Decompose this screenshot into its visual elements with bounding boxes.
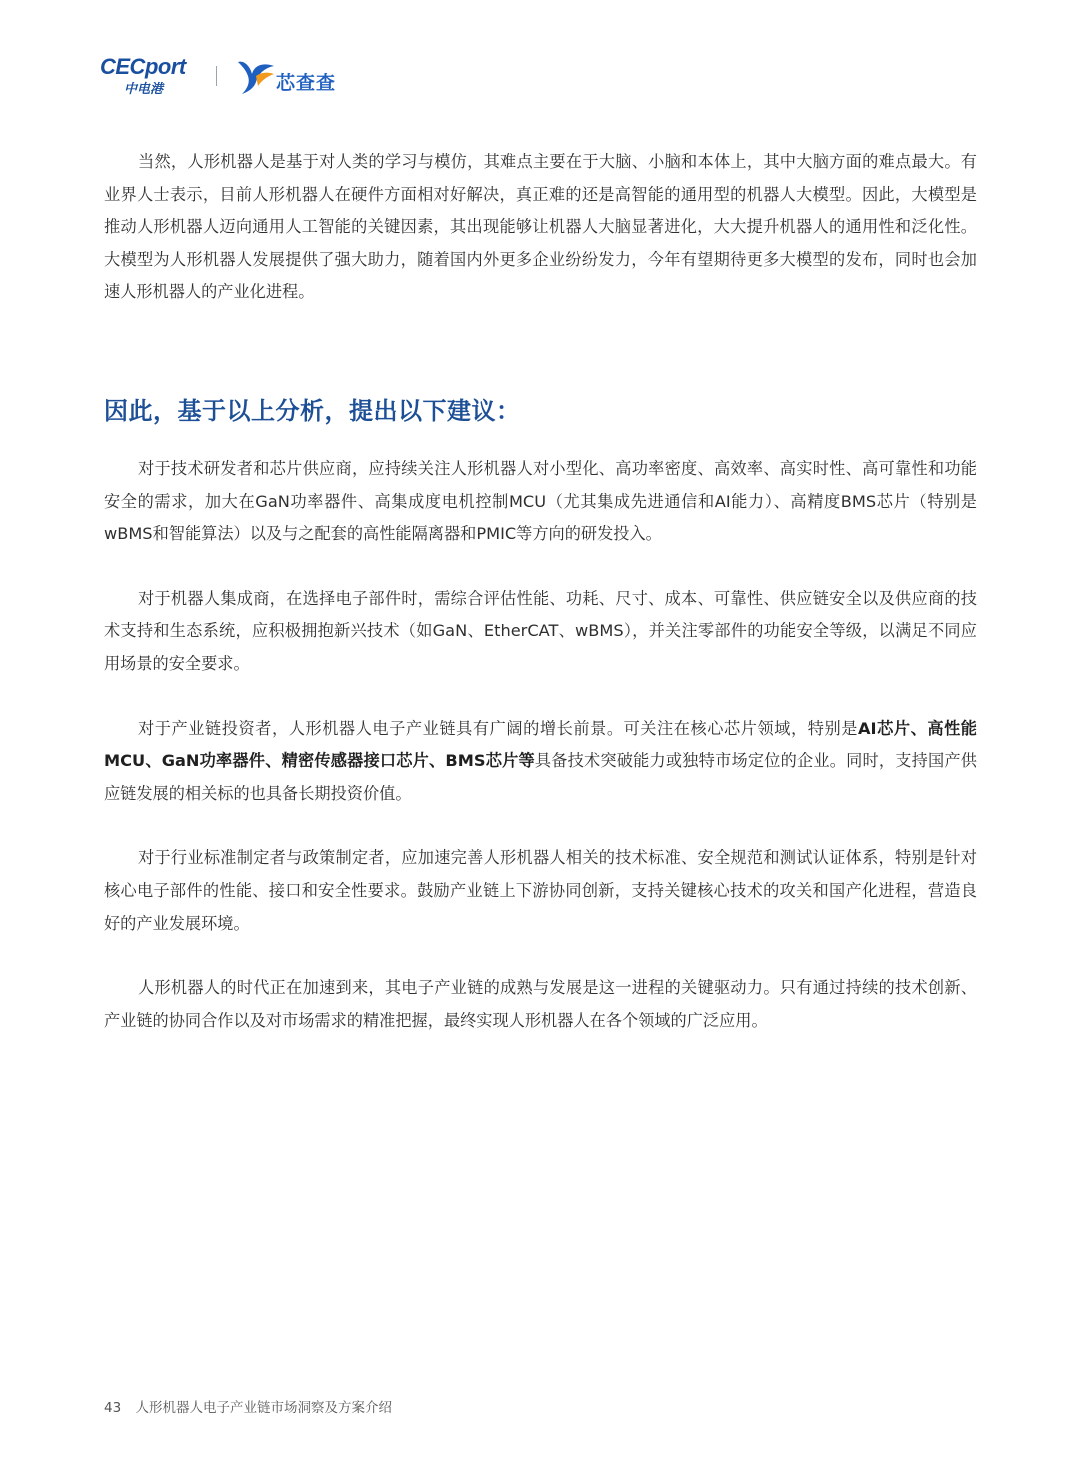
investors-highlight: AI芯片、高性能MCU、GaN功率器件、精密传感器接口芯片、BMS芯片等 — [104, 718, 977, 771]
cecport-logo — [100, 52, 204, 96]
report-title: 人形机器人电子产业链市场洞察及方案介绍 — [135, 1400, 392, 1416]
page-footer — [104, 1396, 392, 1416]
paragraph-rd-suppliers: 对于技术研发者和芯片供应商，应持续关注人形机器人对小型化、高功率密度、高效率、高实时性、高可靠性和功能安全的需求，加大在GaN功率器件、高集成度电机控制MCU（尤其集成先进通信和AI能力）、高精度BMS芯片（特别是wBMS和智能算法）以及与之配套的高性能隔离器和PMIC等方向的研发投入。 — [104, 458, 977, 544]
paragraph-integrators: 对于机器人集成商，在选择电子部件时，需综合评估性能、功耗、尺寸、成本、可靠性、供应链安全以及供应商的技术支持和生态系统，应积极拥抱新兴技术（如GaN、EtherCAT、wBMS），并关注零部件的功能安全等级，以满足不同应用场景的安全要求。 — [104, 588, 977, 673]
xincc-bird-icon — [234, 56, 278, 96]
cecport-logo-cn: 中电港 — [124, 82, 164, 97]
xincc-logo-text: 芯查查 — [276, 72, 337, 94]
header-divider — [216, 66, 217, 86]
section-title: 因此，基于以上分析，提出以下建议： — [104, 396, 521, 425]
cecport-logo-en: CECport — [100, 54, 186, 79]
xincc-logo — [234, 56, 364, 96]
paragraph-conclusion: 人形机器人的时代正在加速到来，其电子产业链的成熟与发展是这一进程的关键驱动力。只有通过持续的技术创新、产业链的协同合作以及对市场需求的精准把握，最终实现人形机器人在各个领域的广泛应用。 — [104, 978, 977, 1030]
investors-text-end: 具备技术突破能力或独特市场定位的企业。同时，支持国产供应链发展的相关标的也具备长期投资价值。 — [104, 751, 977, 803]
paragraph-investors — [104, 713, 977, 811]
page-content — [104, 146, 977, 1037]
page-header — [100, 52, 400, 100]
investors-text-start: 对于产业链投资者，人形机器人电子产业链具有广阔的增长前景。可关注在核心芯片领域，特别是 — [138, 718, 858, 738]
page-number: 43 — [104, 1400, 122, 1416]
intro-paragraph: 当然，人形机器人是基于对人类的学习与模仿，其难点主要在于大脑、小脑和本体上，其中大脑方面的难点最大。有业界人士表示，目前人形机器人在硬件方面相对好解决，真正难的还是高智能的通用型的机器人大模型。因此，大模型是推动人形机器人迈向通用人工智能的关键因素，其出现能够让机器人大脑显著进化，大大提升机器人的通用性和泛化性。大模型为人形机器人发展提供了强大助力，随着国内外更多企业纷纷发力，今年有望期待更多大模型的发布，同时也会加速人形机器人的产业化进程。 — [104, 152, 977, 302]
paragraph-standards: 对于行业标准制定者与政策制定者，应加速完善人形机器人相关的技术标准、安全规范和测试认证体系，特别是针对核心电子部件的性能、接口和安全性要求。鼓励产业链上下游协同创新，支持关键核心技术的攻关和国产化进程，营造良好的产业发展环境。 — [104, 848, 977, 933]
